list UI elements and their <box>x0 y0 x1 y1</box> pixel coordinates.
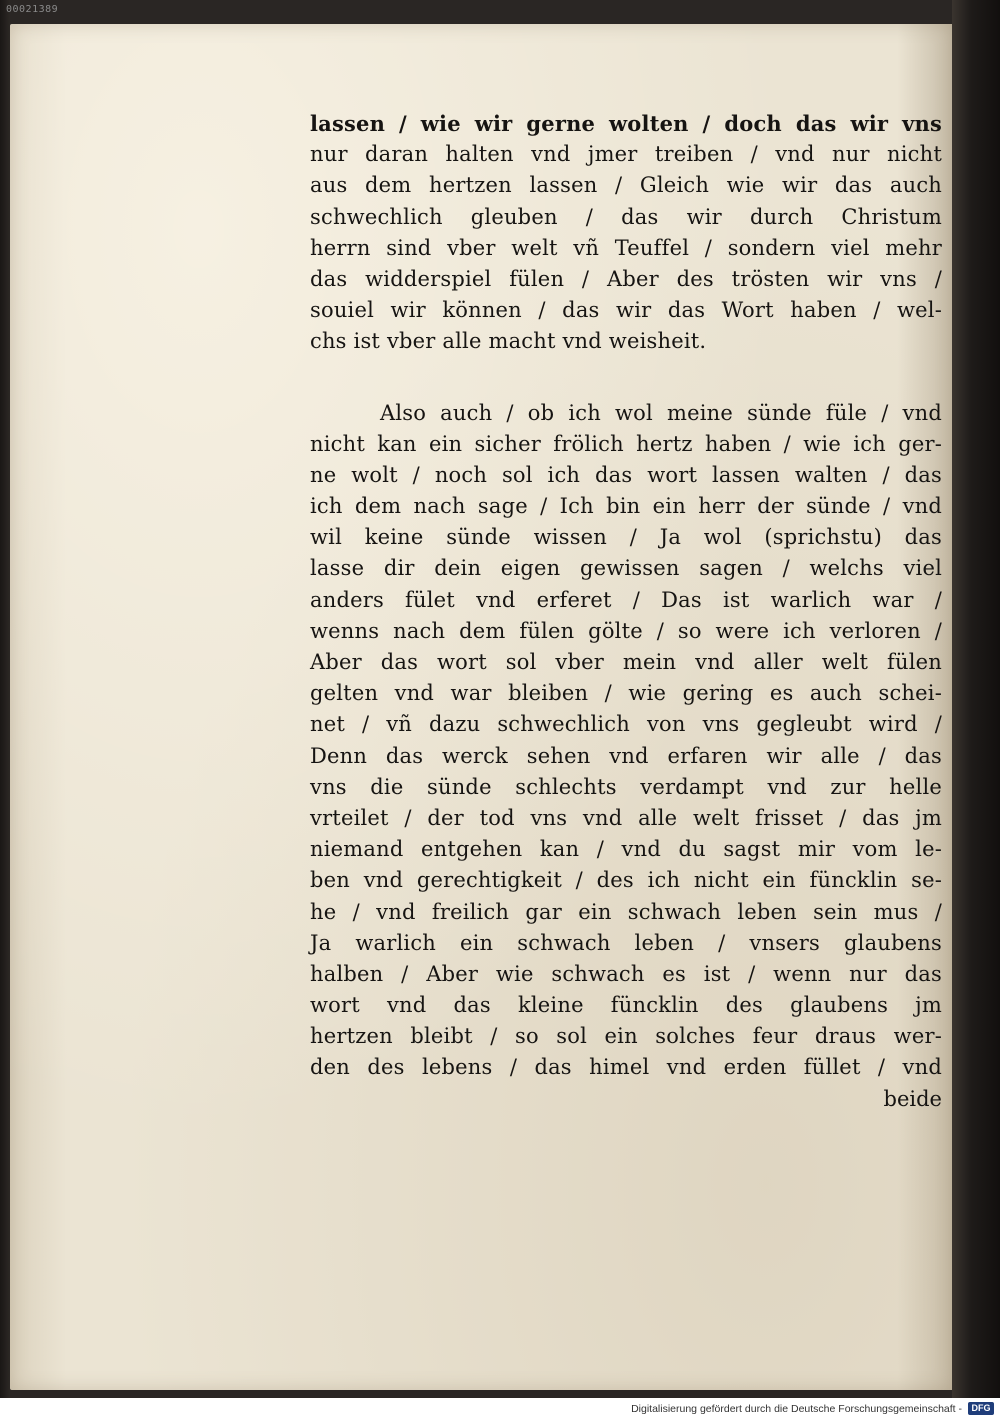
text-line: das widderspiel fülen / Aber des trösten wir vns / <box>310 266 942 291</box>
text-line: herrn sind vber welt vñ Teuffel / sondern viel mehr <box>310 235 942 260</box>
text-line: aus dem hertzen lassen / Gleich wie wir das auch <box>310 173 942 198</box>
text-line: Ja warlich ein schwach leben / vnsers glaubens <box>310 930 942 955</box>
text-line: lassen / wie wir gerne wolten / doch das wir vns <box>310 111 942 136</box>
text-line: niemand entgehen kan / vnd du sagst mir vom le- <box>310 837 942 862</box>
text-line: gelten vnd war bleiben / wie gering es auch schei- <box>310 681 942 706</box>
text-line: wil keine sünde wissen / Ja wol (sprichstu) das <box>310 525 942 550</box>
text-line: nur daran halten vnd jmer treiben / vnd nur nicht <box>310 142 942 167</box>
text-line: Also auch / ob ich wol meine sünde füle / vnd <box>380 400 942 425</box>
text-line: schwechlich gleuben / das wir durch Christum <box>310 204 942 229</box>
paragraph-1 <box>310 108 942 358</box>
text-line: anders fület vnd erferet / Das ist warlich war / <box>310 587 942 612</box>
paragraph-2 <box>310 398 942 1084</box>
dfg-logo-icon: DFG <box>968 1402 994 1415</box>
text-line: ne wolt / noch sol ich das wort lassen walten / das <box>310 462 942 487</box>
footer-bar <box>0 1398 1000 1420</box>
text-line: ben vnd gerechtigkeit / des ich nicht ein füncklin se- <box>310 868 942 893</box>
text-line: net / vñ dazu schwechlich von vns gegleubt wird / <box>310 712 942 737</box>
book-edge <box>952 0 1000 1398</box>
text-line: Denn das werck sehen vnd erfaren wir alle / das <box>310 743 942 768</box>
text-line: halben / Aber wie schwach es ist / wenn nur das <box>310 961 942 986</box>
text-line: vns die sünde schlechts verdampt vnd zur helle <box>310 774 942 799</box>
text-line: lasse dir dein eigen gewissen sagen / welchs viel <box>310 556 942 581</box>
footer-credit: Digitalisierung gefördert durch die Deutsche Forschungsgemeinschaft - <box>631 1403 962 1415</box>
binding-shadow <box>0 0 10 1398</box>
text-line: he / vnd freilich gar ein schwach leben sein mus / <box>310 899 942 924</box>
paragraph-gap <box>310 358 942 398</box>
text-line: wenns nach dem fülen gölte / so were ich verloren / <box>310 618 942 643</box>
text-line: Aber das wort sol vber mein vnd aller welt fülen <box>310 650 942 674</box>
book-page <box>10 24 954 1390</box>
text-line: souiel wir können / das wir das Wort haben / wel- <box>310 298 942 323</box>
text-line: nicht kan ein sicher frölich hertz haben / wie ich ger- <box>310 431 942 456</box>
text-line: vrteilet / der tod vns vnd alle welt frisset / das jm <box>310 805 942 830</box>
catchword: beide <box>883 1086 942 1111</box>
scan-identifier: 00021389 <box>6 4 59 15</box>
text-line: chs ist vber alle macht vnd weisheit. <box>310 329 707 354</box>
text-line: den des lebens / das himel vnd erden füllet / vnd <box>310 1055 942 1080</box>
text-line: hertzen bleibt / so sol ein solches feur draus wer- <box>310 1024 942 1049</box>
text-line: ich dem nach sage / Ich bin ein herr der sünde / vnd <box>310 494 942 519</box>
text-line: wort vnd das kleine füncklin des glaubens jm <box>310 993 942 1018</box>
page-text <box>310 108 942 1115</box>
